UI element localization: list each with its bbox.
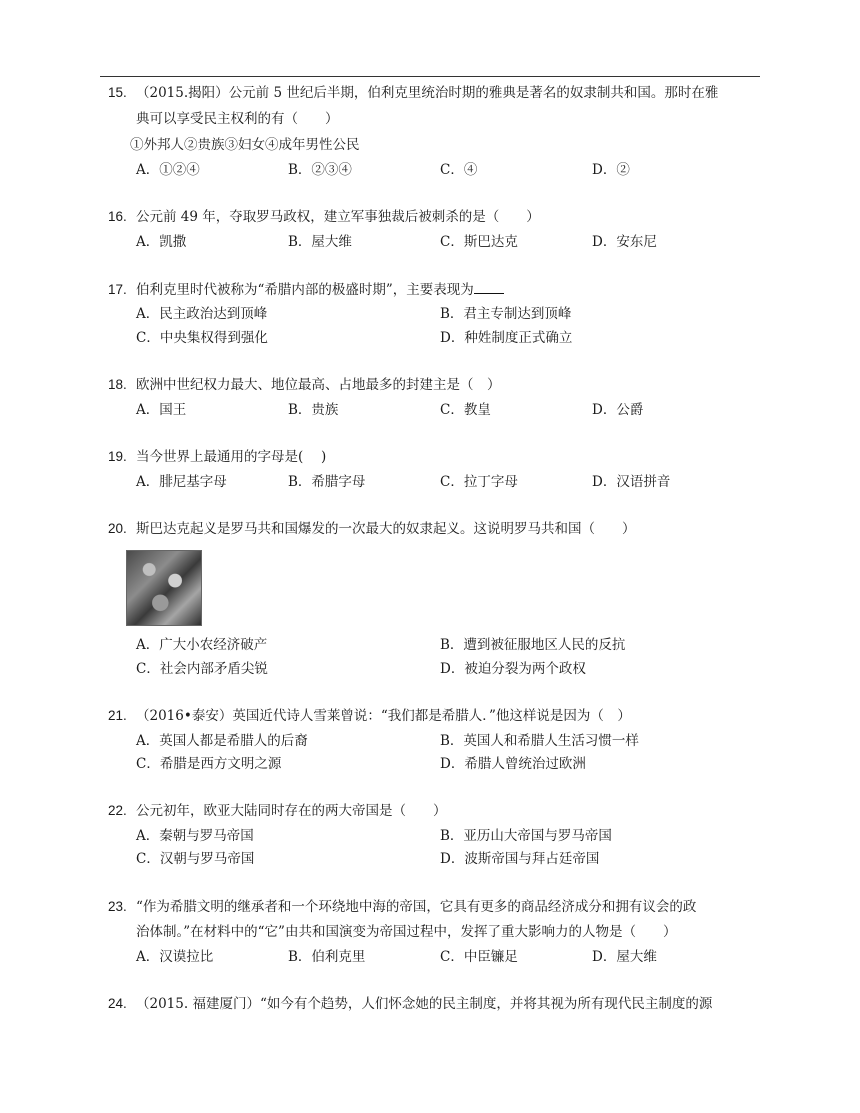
option-d[interactable]: D．波斯帝国与拜占廷帝国 bbox=[440, 851, 600, 867]
option-b[interactable]: B．②③④ bbox=[288, 162, 352, 178]
option-b[interactable]: B．贵族 bbox=[288, 402, 339, 418]
question-number: 17. bbox=[108, 282, 127, 297]
question-text: 典可以享受民主权利的有（ ） bbox=[136, 111, 339, 127]
option-d[interactable]: D．公爵 bbox=[592, 402, 644, 418]
option-a[interactable]: A．①②④ bbox=[136, 162, 200, 178]
option-d[interactable]: D．被迫分裂为两个政权 bbox=[440, 661, 586, 677]
option-b[interactable]: B．英国人和希腊人生活习惯一样 bbox=[440, 733, 639, 749]
question-number: 15. bbox=[108, 85, 127, 100]
option-a[interactable]: A．民主政治达到顶峰 bbox=[136, 306, 268, 322]
question-text: （2016•泰安）英国近代诗人雪莱曾说：“我们都是希腊人．”他这样说是因为（ ） bbox=[136, 708, 631, 724]
option-d[interactable]: D．种姓制度正式确立 bbox=[440, 330, 573, 346]
question-number: 22. bbox=[108, 803, 127, 818]
option-b[interactable]: B．亚历山大帝国与罗马帝国 bbox=[440, 828, 612, 844]
option-a[interactable]: A．广大小农经济破产 bbox=[136, 637, 268, 653]
question-number: 19. bbox=[108, 449, 127, 464]
option-c[interactable]: C．拉丁字母 bbox=[440, 474, 518, 490]
question-number: 20. bbox=[108, 521, 127, 536]
answer-blank[interactable] bbox=[474, 281, 504, 294]
option-b[interactable]: B．屋大维 bbox=[288, 234, 352, 250]
option-c[interactable]: C．④ bbox=[440, 162, 478, 178]
option-a[interactable]: A．秦朝与罗马帝国 bbox=[136, 828, 254, 844]
question-text: 当今世界上最通用的字母是( ) bbox=[136, 449, 327, 465]
option-c[interactable]: C．教皇 bbox=[440, 402, 491, 418]
option-a[interactable]: A．凯撒 bbox=[136, 234, 187, 250]
option-b[interactable]: B．希腊字母 bbox=[288, 474, 366, 490]
question-text: 治体制。”在材料中的“它”由共和国演变为帝国过程中，发挥了重大影响力的人物是（ ） bbox=[136, 924, 677, 940]
header-rule bbox=[100, 76, 760, 77]
option-b[interactable]: B．伯利克里 bbox=[288, 949, 366, 965]
option-c[interactable]: C．希腊是西方文明之源 bbox=[136, 756, 282, 772]
option-c[interactable]: C．社会内部矛盾尖锐 bbox=[136, 661, 268, 677]
option-a[interactable]: A．国王 bbox=[136, 402, 187, 418]
option-d[interactable]: D．安东尼 bbox=[592, 234, 657, 250]
option-c[interactable]: C．斯巴达克 bbox=[440, 234, 518, 250]
question-text: 公元前 49 年，夺取罗马政权，建立军事独裁后被刺杀的是（ ） bbox=[136, 209, 540, 225]
question-text: （2015. 福建厦门）“如今有个趋势，人们怀念她的民主制度，并将其视为所有现代民主制度的源 bbox=[136, 996, 713, 1012]
question-text: 公元初年，欧亚大陆同时存在的两大帝国是（ ） bbox=[136, 803, 447, 819]
option-a[interactable]: A．汉谟拉比 bbox=[136, 949, 214, 965]
option-c[interactable]: C．中央集权得到强化 bbox=[136, 330, 268, 346]
question-text: 欧洲中世纪权力最大、地位最高、占地最多的封建主是（ ） bbox=[136, 377, 501, 393]
option-b[interactable]: B．遭到被征服地区人民的反抗 bbox=[440, 637, 626, 653]
question-text: 斯巴达克起义是罗马共和国爆发的一次最大的奴隶起义。这说明罗马共和国（ ） bbox=[136, 521, 636, 537]
question-text: 伯利克里时代被称为“希腊内部的极盛时期”，主要表现为 bbox=[136, 281, 504, 299]
question-number: 21. bbox=[108, 708, 127, 723]
option-d[interactable]: D．② bbox=[592, 162, 630, 178]
option-a[interactable]: A．英国人都是希腊人的后裔 bbox=[136, 733, 308, 749]
option-d[interactable]: D．屋大维 bbox=[592, 949, 657, 965]
option-d[interactable]: D．希腊人曾统治过欧洲 bbox=[440, 756, 586, 772]
question-number: 18. bbox=[108, 377, 127, 392]
spartacus-illustration bbox=[126, 550, 202, 626]
option-c[interactable]: C．汉朝与罗马帝国 bbox=[136, 851, 255, 867]
option-d[interactable]: D．汉语拼音 bbox=[592, 474, 671, 490]
option-a[interactable]: A．腓尼基字母 bbox=[136, 474, 227, 490]
question-text: ①外邦人②贵族③妇女④成年男性公民 bbox=[130, 137, 360, 153]
question-text: “作为希腊文明的继承者和一个环绕地中海的帝国，它具有更多的商品经济成分和拥有议会的政 bbox=[136, 899, 697, 915]
question-number: 24. bbox=[108, 996, 127, 1011]
question-number: 16. bbox=[108, 209, 127, 224]
option-c[interactable]: C．中臣镰足 bbox=[440, 949, 518, 965]
question-text: （2015.揭阳）公元前 5 世纪后半期，伯利克里统治时期的雅典是著名的奴隶制共和国。那时在雅 bbox=[136, 85, 719, 101]
question-number: 23. bbox=[108, 899, 127, 914]
option-b[interactable]: B．君主专制达到顶峰 bbox=[440, 306, 572, 322]
